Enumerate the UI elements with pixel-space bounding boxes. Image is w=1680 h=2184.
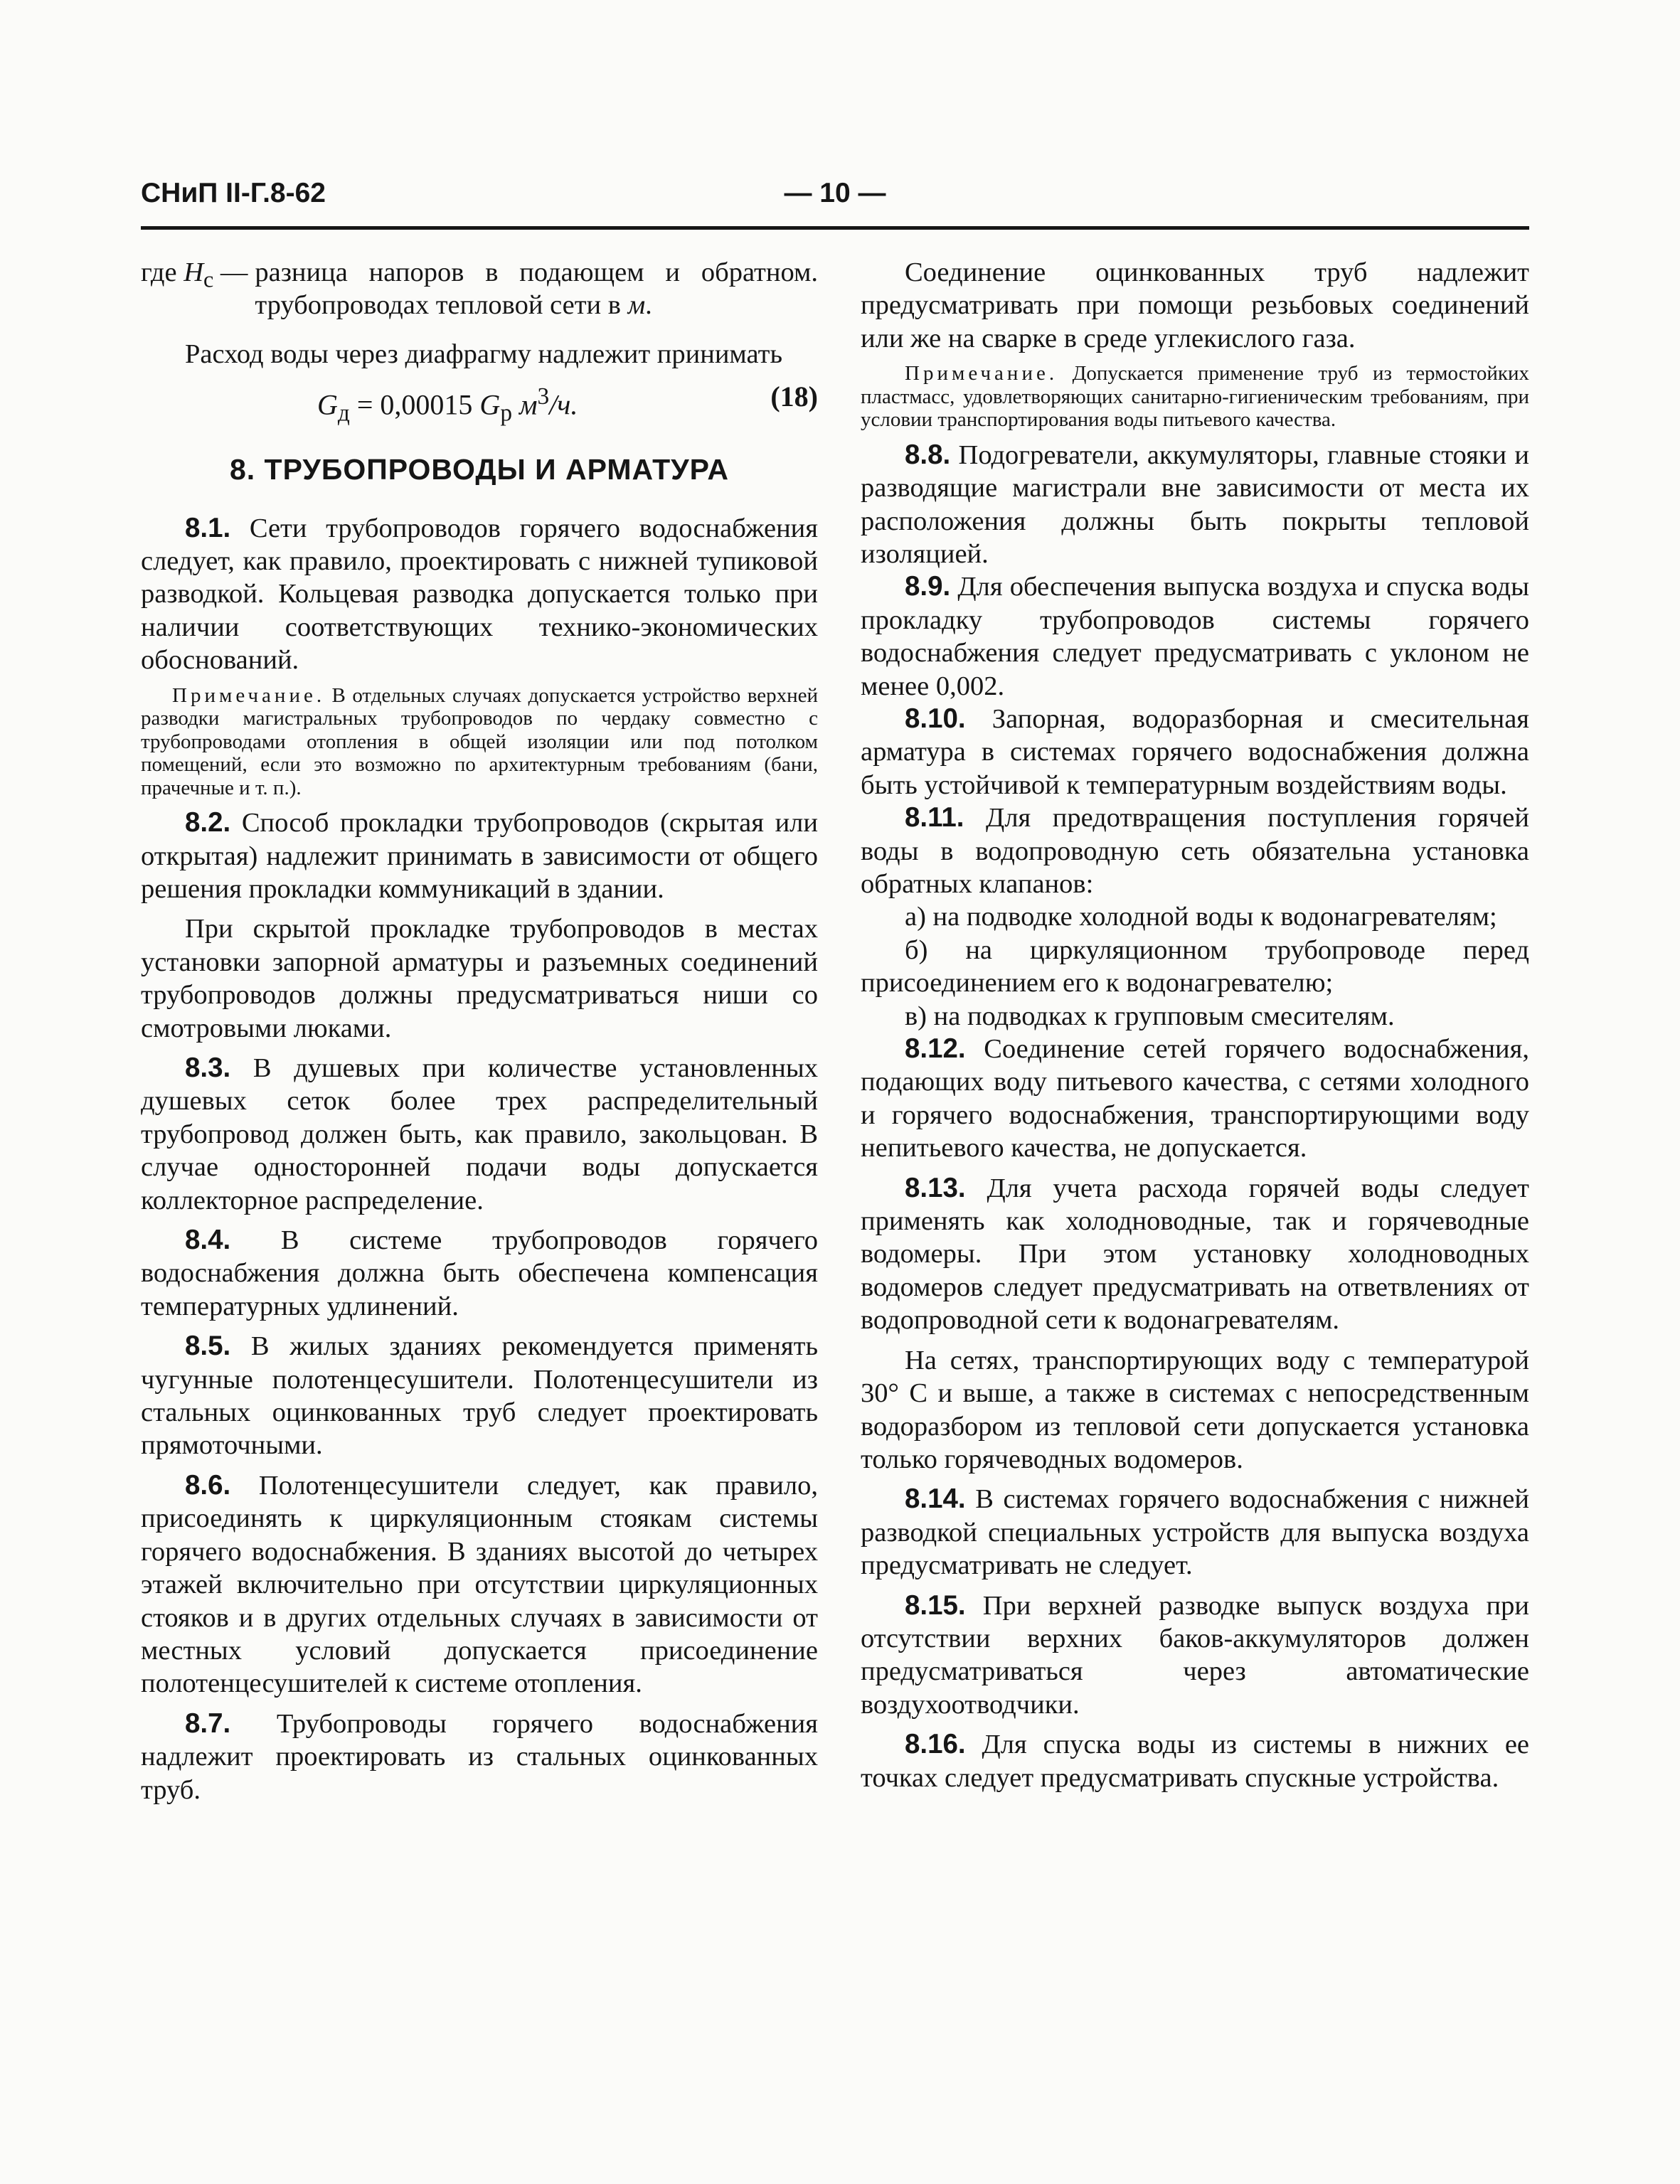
paragraph-8-7: 8.7. Трубопроводы горячего водоснабжения надлежит проектировать из стальных оцинкованных труб. (141, 1708, 818, 1805)
section-title: 8. ТРУБОПРОВОДЫ И АРМАТУРА (229, 453, 730, 486)
formula-expression: $G_д = 0,00015$ $G_р$ $м^3/ч$. (317, 383, 578, 427)
note-8-1: Примечание. В отдельных случаях допускается устройство верхней разводки магистральных трубопроводов по чердаку совместно с трубопроводами отопления в общей изоляции или под потолком помещений, если это возможно по архитектурным требованиям (бани, прачечные и т. п.). (141, 683, 818, 799)
paragraph-8-12: 8.12. Соединение сетей горячего водоснабжения, подающих воду питьевого качества, с сетями холодного и горячего водоснабжения, транспортирующими воду непитьевого качества, не допускается. (861, 1033, 1529, 1163)
paragraph-galvanized-joints: Соединение оцинкованных труб надлежит предусматривать при помощи резьбовых соединений или же на сварке в среде углекислого газа. (861, 257, 1529, 353)
right-column (861, 256, 1529, 1794)
paragraph-8-2: 8.2. Способ прокладки трубопроводов (скрытая или открытая) надлежит принимать в зависимости от общего решения прокладки коммуникаций в здании. (141, 807, 818, 904)
formula-number: (18) (770, 380, 818, 413)
where-clause (141, 256, 818, 322)
paragraph-8-15: 8.15. При верхней разводке выпуск воздуха при отсутствии верхних баков-аккумуляторов должен предусматриваться через автоматические воздухоотводчики. (861, 1589, 1529, 1720)
list-item-8-11-b: б) на циркуляционном трубопроводе перед присоединением его к водонагревателю; (861, 934, 1529, 998)
list-item-8-11-a: а) на подводке холодной воды к водонагревателям; (905, 902, 1497, 932)
paragraph-8-11: 8.11. Для предотвращения поступления горячей воды в водопроводную сеть обязательна установка обратных клапанов: (861, 802, 1529, 899)
note-plastic-pipes: Примечание. Допускается применение труб из термостойких пластмасс, удовлетворяющих санитарно-гигиеническим требованиям, при условии транспортирования воды питьевого качества. (861, 362, 1529, 432)
paragraph-8-13-networks: На сетях, транспортирующих воду с температурой 30° С и выше, а также в системах с непосредственным водоразбором из тепловой сети допускается установка только горячеводных водомеров. (861, 1345, 1529, 1474)
paragraph-8-2-hidden: При скрытой прокладке трубопроводов в местах установки запорной арматуры и разъемных соединений трубопроводов должны предусматриваться ниши со смотровыми люками. (141, 914, 818, 1043)
paragraph-8-16: 8.16. Для спуска воды из системы в нижних ее точках следует предусматривать спускные устройства. (861, 1729, 1529, 1793)
flow-paragraph: Расход воды через диафрагму надлежит принимать (185, 339, 783, 369)
paragraph-8-6: 8.6. Полотенцесушители следует, как правило, присоединять к циркуляционным стоякам системы горячего водоснабжения. В зданиях высотой до четырех этажей включительно при отсутствии циркуляционных стояков и в других отдельных случаях в зависимости от местных условий допускается присоединение полотенцесушителей к системе отопления. (141, 1469, 818, 1699)
document-code: СНиП II-Г.8-62 (141, 178, 326, 208)
where-symbol: где $H_с$ — (141, 257, 248, 292)
list-item-8-11-c: в) на подводках к групповым смесителям. (905, 1001, 1395, 1031)
where-definition: разница напоров в подающем и обратном. трубопроводах тепловой сети в м. (255, 257, 818, 321)
paragraph-8-8: 8.8. Подогреватели, аккумуляторы, главные стояки и разводящие магистрали вне зависимости от места их расположения должны быть покрыты тепловой изоляцией. (861, 439, 1529, 569)
paragraph-8-9: 8.9. Для обеспечения выпуска воздуха и спуска воды прокладку трубопроводов системы горячего водоснабжения следует предусматривать с уклоном не менее 0,002. (861, 571, 1529, 701)
left-column (141, 256, 818, 1806)
paragraph-8-13: 8.13. Для учета расхода горячей воды следует применять как холодноводные, так и горячеводные водомеры. При этом установку холодноводных водомеров следует предусматривать на ответвлениях от водопроводной сети к водонагревателям. (861, 1172, 1529, 1336)
paragraph-8-1: 8.1. Сети трубопроводов горячего водоснабжения следует, как правило, проектировать с нижней тупиковой разводкой. Кольцевая разводка допускается только при наличии соответствующих технико-экономических обоснований. (141, 512, 818, 676)
paragraph-8-3: 8.3. В душевых при количестве установленных душевых сеток более трех распределительный трубопровод должен быть, как правило, закольцован. В случае односторонней подачи воды допускается коллекторное распределение. (141, 1053, 818, 1215)
page-number: — 10 — (784, 178, 886, 208)
page-header (141, 178, 1529, 228)
header-rule (141, 226, 1529, 230)
paragraph-8-10: 8.10. Запорная, водоразборная и смесительная арматура в системах горячего водоснабжения должна быть устойчивой к температурным воздействиям воды. (861, 703, 1529, 800)
formula-18 (141, 379, 818, 427)
paragraph-8-4: 8.4. В системе трубопроводов горячего водоснабжения должна быть обеспечена компенсация температурных удлинений. (141, 1225, 818, 1321)
paragraph-8-5: 8.5. В жилых зданиях рекомендуется применять чугунные полотенцесушители. Полотенцесушители из стальных оцинкованных труб следует проектировать прямоточными. (141, 1331, 818, 1461)
paragraph-8-14: 8.14. В системах горячего водоснабжения с нижней разводкой специальных устройств для выпуска воздуха предусматривать не следует. (861, 1483, 1529, 1581)
